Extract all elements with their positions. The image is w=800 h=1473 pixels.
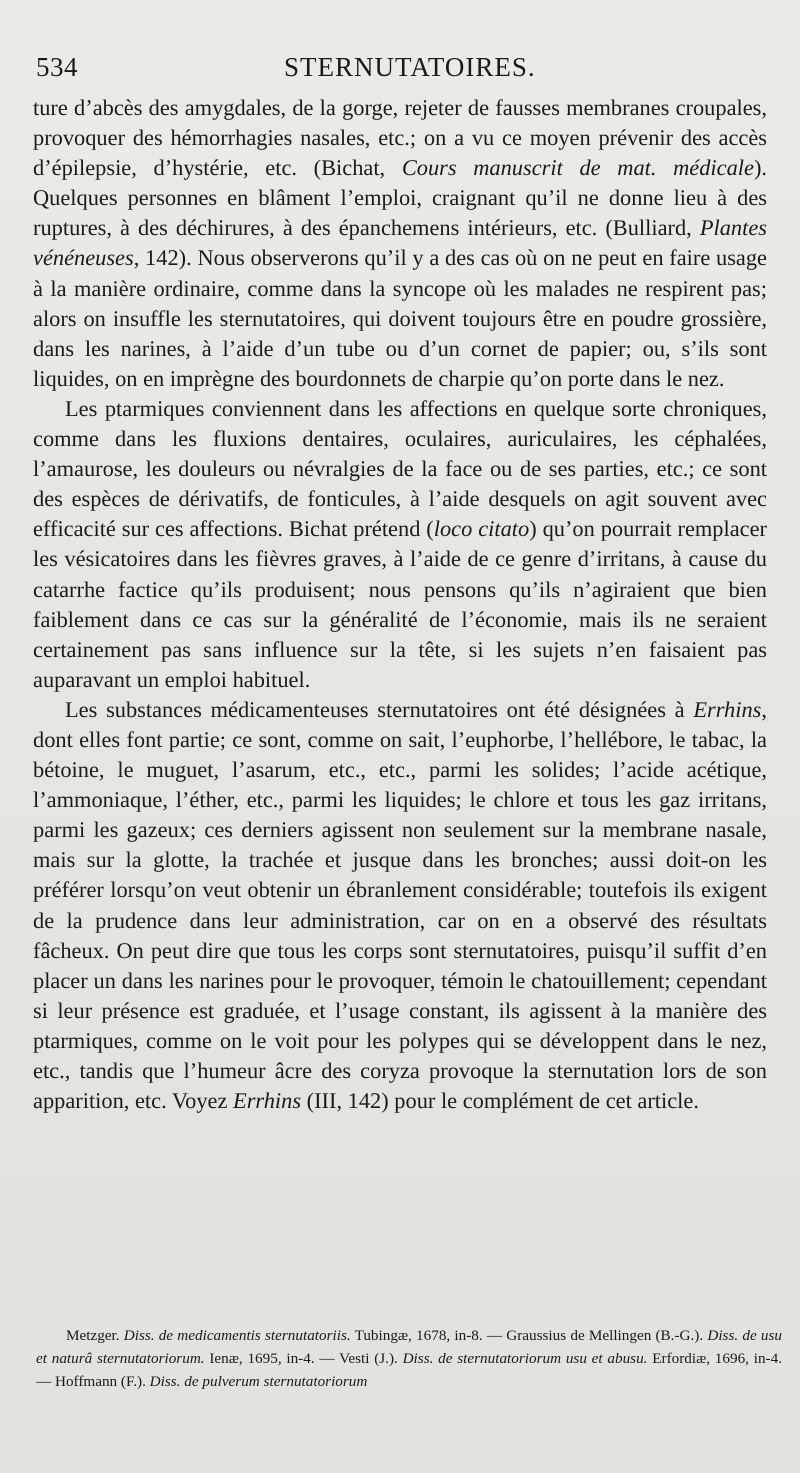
paragraph-3-italic-1: Errhins	[693, 696, 762, 722]
footnote-italic-5: Diss. de sternutatoriorum usu et abusu.	[402, 1350, 648, 1367]
paragraph-1: ture d’abcès des amygdales, de la gorge, rejeter de fausses membranes croupales, provoquer des hémorrhagies nasales, etc.; on a vu ce moyen prévenir des accès d’épilepsie, d’hystérie, etc. (Bichat, Cours manuscrit de mat. médicale). Quelques personnes en blâment l’emploi, craignant qu’il ne donne lieu à des ruptures, à des déchirures, à des épanchemens intérieurs, etc. (Bulliard, Plantes vénéneuses, 142). Nous observerons qu’il y a des cas où on ne peut en faire usage à la manière ordinaire, comme dans la syncope où les malades ne respirent pas; alors on insuffle les sternutatoires, qui doivent toujours être en poudre grossière, dans les narines, à l’aide d’un tube ou d’un cornet de papier; ou, s’ils sont liquides, on en imprègne des bourdonnets de charpie qu’on porte dans le nez.	[33, 95, 768, 391]
page-header	[36, 46, 784, 86]
footnote-italic-1: Diss. de medicamentis sternutatoriis.	[123, 1327, 351, 1344]
footnote-text: Metzger. Diss. de medicamentis sternutatoriis. Tubingæ, 1678, in-8. — Graussius de Mellingen (B.-G.). Diss. de usu et naturâ sternutatoriorum. Ienæ, 1695, in-4. — Vesti (J.). Diss. de sternutatoriorum usu et abusu. Erfordiæ, 1696, in-4. — Hoffmann (F.). Diss. de pulverum sternutatoriorum	[36, 1327, 782, 1390]
paragraph-1-italic-1: Cours manuscrit de mat. médicale	[401, 155, 754, 181]
running-head: STERNUTATOIRES.	[284, 52, 536, 82]
paragraph-3-italic-3: Errhins	[233, 1088, 302, 1114]
body-text	[33, 93, 767, 1116]
footnote-italic-3: Diss. de usu et naturâ sternutatoriorum.	[36, 1327, 782, 1367]
bibliography-footnote	[36, 1324, 782, 1393]
footnote-italic-7: Diss. de pulverum sternutatoriorum	[149, 1373, 368, 1390]
page-number: 534	[36, 52, 78, 82]
paragraph-1-italic-3: Plantes vénéneuses	[33, 215, 767, 271]
paragraph-3: Les substances médicamenteuses sternutatoires ont été désignées à Errhins, dont elles font partie; ce sont, comme on sait, l’euphorbe, l’hellébore, le tabac, la bétoine, le muguet, l’asarum, etc., etc., parmi les solides; l’acide acétique, l’ammoniaque, l’éther, etc., parmi les liquides; le chlore et tous les gaz irritans, parmi les gazeux; ces derniers agissent non seulement sur la membrane nasale, mais sur la glotte, la trachée et jusque dans les bronches; aussi doit-on les préférer lorsqu’on veut obtenir un ébranlement considérable; toutefois ils exigent de la prudence dans leur administration, car on en a observé des résultats fâcheux. On peut dire que tous les corps sont sternutatoires, puisqu’il suffit d’en placer un dans les narines pour le provoquer, témoin le chatouillement; cependant si leur présence est graduée, et l’usage constant, ils agissent à la manière des ptarmiques, comme on le voit pour les polypes qui se développent dans le nez, etc., tandis que l’humeur âcre des coryza provoque la sternutation lors de son apparition, etc. Voyez Errhins (III, 142) pour le complément de cet article.	[33, 696, 767, 1114]
paragraph-2-italic-1: loco citato	[433, 516, 530, 542]
paragraph-2: Les ptarmiques conviennent dans les affections en quelque sorte chroniques, comme dans les fluxions dentaires, oculaires, auriculaires, les céphalées, l’amaurose, les douleurs ou névralgies de la face ou de ses parties, etc.; ce sont des espèces de dérivatifs, de fonticules, à l’aide desquels on agit souvent avec efficacité sur ces affections. Bichat prétend (loco citato) qu’on pourrait remplacer les vésicatoires dans les fièvres graves, à l’aide de ce genre d’irritans, à cause du catarrhe factice qu’ils produisent; nous pensons qu’ils n’agiraient que bien faiblement dans ce cas sur la généralité de l’économie, mais ils ne seraient certainement pas sans influence sur la tête, si les sujets n’en faisaient pas auparavant un emploi habituel.	[33, 395, 767, 692]
